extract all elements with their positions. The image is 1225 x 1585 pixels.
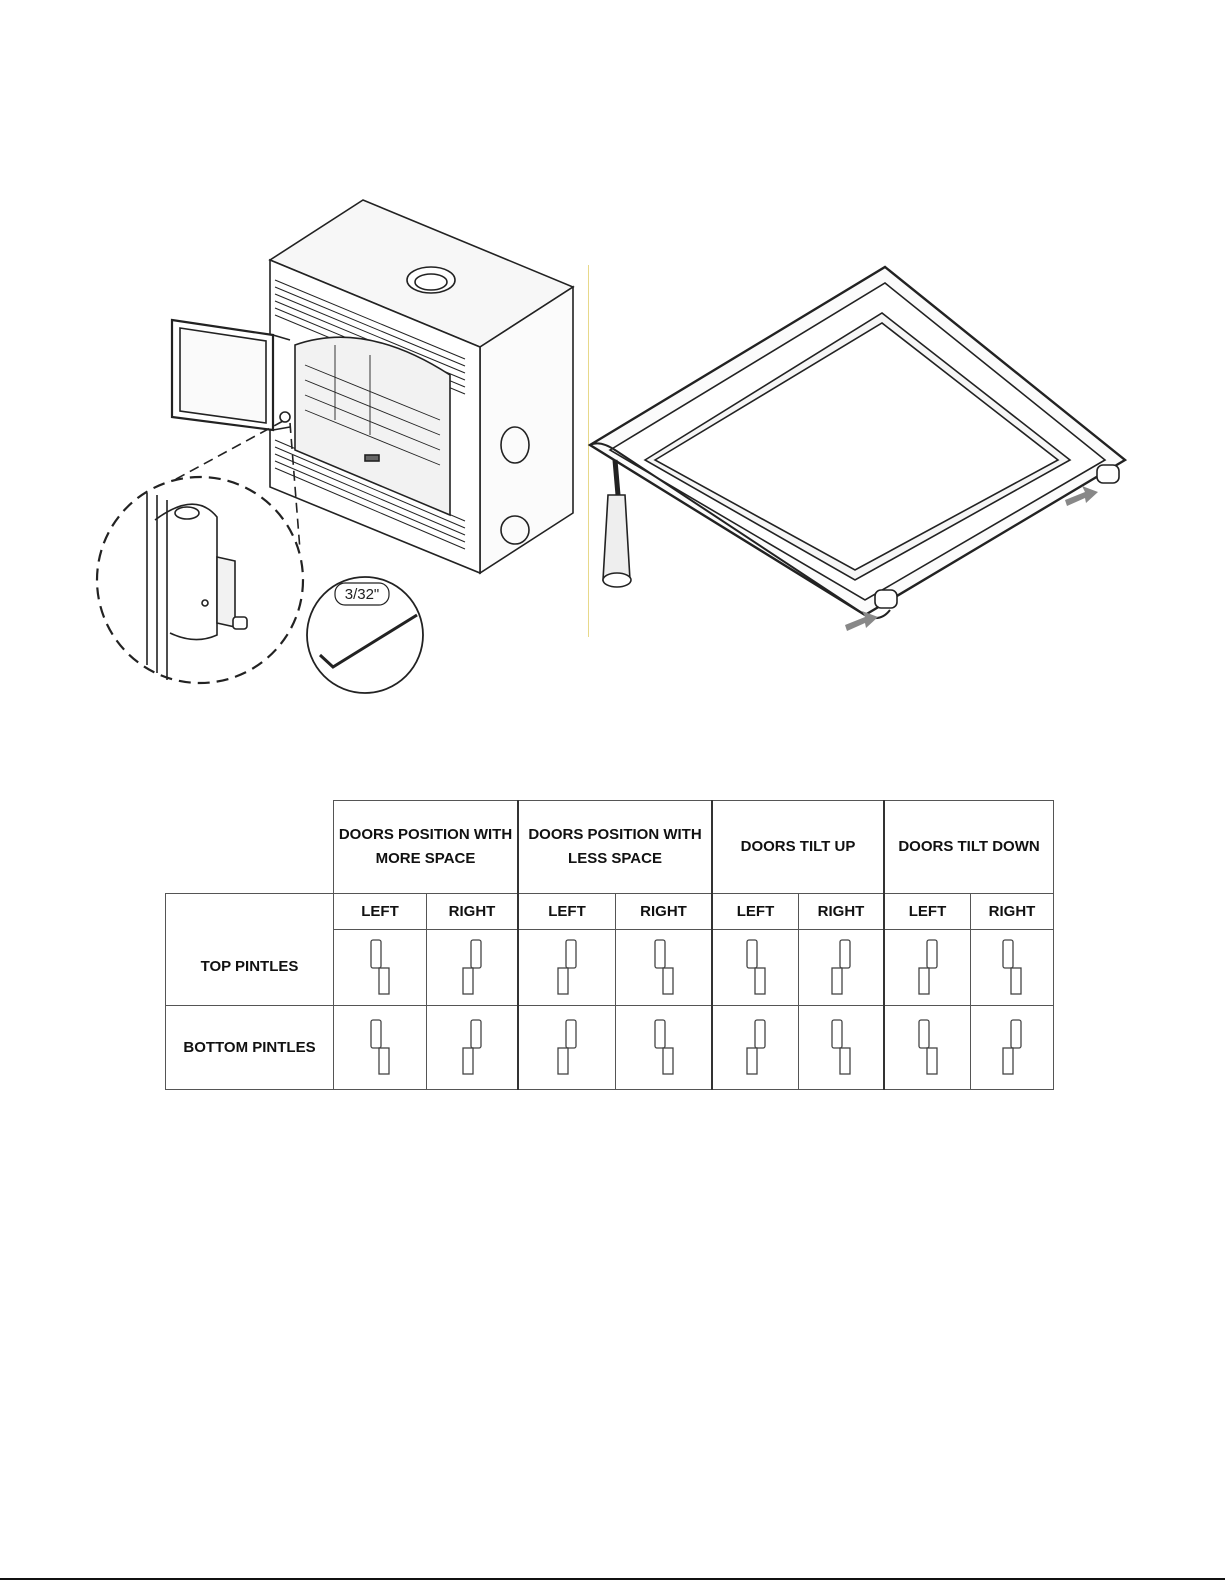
pintle-diagram-left [365, 1016, 395, 1080]
pintle-diagram-left [997, 936, 1027, 1000]
table-row [166, 930, 1054, 1006]
table-row [166, 1006, 1054, 1090]
pintle-table [165, 800, 1054, 1090]
header-more-space: DOORS POSITION WITH MORE SPACE [334, 801, 519, 894]
side-label: RIGHT [616, 894, 713, 930]
row-label-top: TOP PINTLES [166, 930, 334, 1006]
pintle-diagram-right [741, 1016, 771, 1080]
pintle-diagram-left [365, 936, 395, 1000]
stove-door-figure [95, 195, 590, 695]
pintle-diagram-right [457, 1016, 487, 1080]
pintle-diagram-left [826, 1016, 856, 1080]
pintle-diagram-right [826, 936, 856, 1000]
side-label: LEFT [334, 894, 427, 930]
side-label: LEFT [518, 894, 616, 930]
pintle-diagram-left [649, 936, 679, 1000]
pintle-diagram-right [552, 1016, 582, 1080]
header-tilt-up: DOORS TILT UP [712, 801, 884, 894]
side-label: RIGHT [971, 894, 1054, 930]
header-tilt-down: DOORS TILT DOWN [884, 801, 1054, 894]
pintle-diagram-left [913, 1016, 943, 1080]
door-frame-figure [580, 255, 1140, 640]
wrench-size-label: 3/32" [344, 586, 380, 603]
pintle-diagram-left [649, 1016, 679, 1080]
side-label: RIGHT [427, 894, 519, 930]
pintle-diagram-right [997, 1016, 1027, 1080]
side-label: LEFT [712, 894, 799, 930]
pintle-diagram-right [913, 936, 943, 1000]
pintle-diagram-right [552, 936, 582, 1000]
pintle-diagram-left [741, 936, 771, 1000]
header-less-space: DOORS POSITION WITH LESS SPACE [518, 801, 712, 894]
footer-rule [0, 1578, 1225, 1580]
row-label-bottom: BOTTOM PINTLES [166, 1006, 334, 1090]
pintle-diagram-right [457, 936, 487, 1000]
side-label: LEFT [884, 894, 971, 930]
side-label: RIGHT [799, 894, 885, 930]
